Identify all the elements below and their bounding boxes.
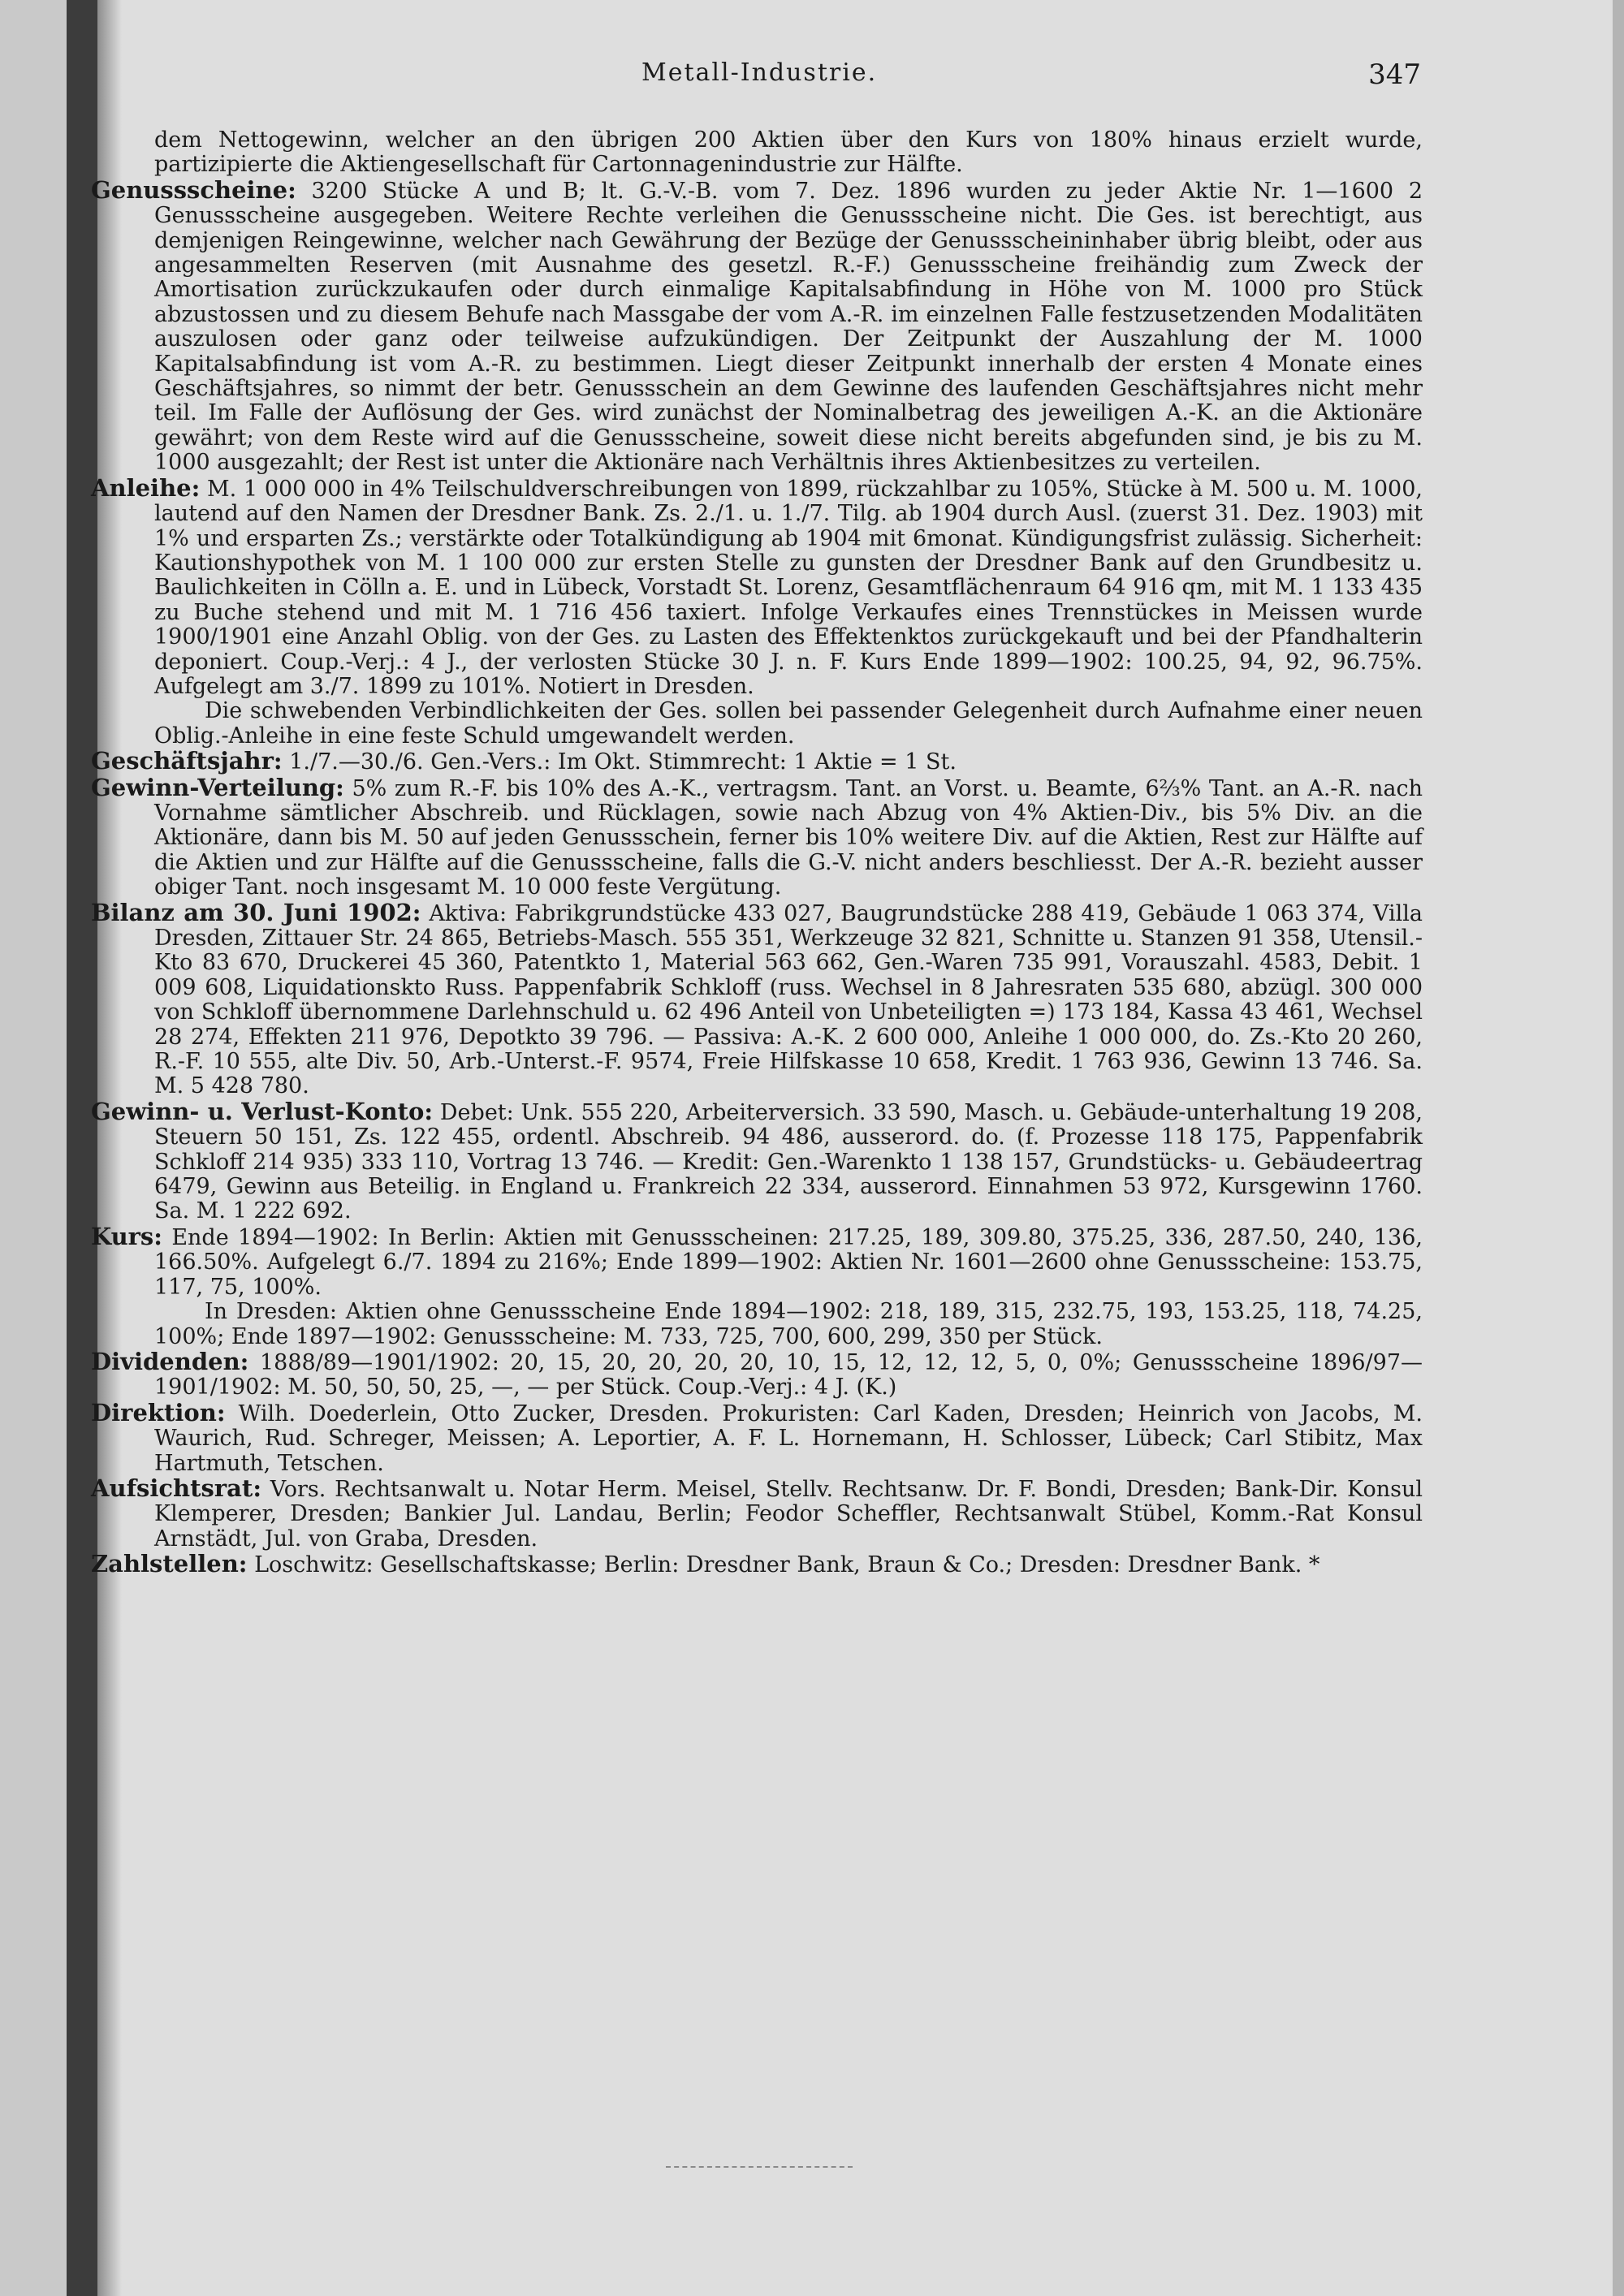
entry-label: Gewinn- u. Verlust-Konto: <box>91 1097 434 1125</box>
entry-paragraph <box>91 1476 1423 1552</box>
entry-paragraph <box>91 175 1423 476</box>
entry-text: Loschwitz: Gesellschaftskasse; Berlin: Dresdner Bank, Braun & Co.; Dresden: Dresdner Bank. * <box>254 1552 1320 1578</box>
entry-paragraph <box>91 1349 1423 1400</box>
entry-text: 1888/89—1901/1902: 20, 15, 20, 20, 20, 20, 10, 15, 12, 12, 12, 5, 0, 0%; Genussscheine 1896/97—1901/1902: M. 50, 50, 50, 25, —, — per Stück. Coup.-Verj.: 4 J. (K.) <box>154 1349 1423 1400</box>
end-rule <box>666 2166 853 2168</box>
entry-paragraph <box>91 128 1423 178</box>
entry-text: 3200 Stücke A und B; lt. G.-V.-B. vom 7. Dez. 1896 wurden zu jeder Aktie Nr. 1—1600 2 Genussscheine ausgegeben. Weitere Rechte verleihen die Genussscheine nicht. Die Ges. ist berechtigt, aus demjenigen Reingewinne, welcher nach Gewährung der Bezüge der Genussscheininhaber übrig bleibt, oder aus angesammelten Reserven (mit Ausnahme des gesetzl. R.-F.) Genussscheine freihändig zum Zweck der Amortisation zurückzukaufen oder durch einmalige Kapitalsabfindung in Höhe von M. 1000 pro Stück abzustossen und zu diesem Behufe nach Massgabe der vom A.-R. im einzelnen Falle festzusetzenden Modalitäten auszulosen oder ganz oder teilweise aufzukündigen. Der Zeitpunkt der Auszahlung der M. 1000 Kapitalsabfindung ist vom A.-R. zu bestimmen. Liegt dieser Zeitpunkt innerhalb der ersten 4 Monate eines Geschäftsjahres, so nimmt der betr. Genussschein an dem Gewinne des laufenden Geschäftsjahres nicht mehr teil. Im Falle der Auflösung der Ges. wird zunächst der Nominalbetrag des jeweiligen A.-K. an die Aktionäre gewährt; von dem Reste wird auf die Genussscheine, soweit diese nicht bereits abgefunden sind, je bis zu M. 1000 ausgezahlt; der Rest ist unter die Aktionäre nach Verhältnis ihres Aktienbesitzes zu verteilen. <box>154 178 1423 476</box>
page-number: 347 <box>1368 58 1421 91</box>
left-page-edge <box>0 0 67 2296</box>
entry-paragraph <box>91 473 1423 700</box>
entry-text: Debet: Unk. 555 220, Arbeiterversich. 33 590, Masch. u. Gebäude-unterhaltung 19 208, Steuern 50 151, Zs. 122 455, ordentl. Abschreib. 94 486, ausserord. do. (f. Prozesse 118 175, Pappenfabrik Schkloff 214 935) 333 110, Vortrag 13 746. — Kredit: Gen.-Warenkto 1 138 157, Grundstücks- u. Gebäudeertrag 6479, Gewinn aus Beteilig. in England u. Frankreich 22 334, ausserord. Einnahmen 53 972, Kursgewinn 1760. Sa. M. 1 222 692. <box>154 1099 1423 1224</box>
document-body <box>91 128 1423 1578</box>
entry-text: dem Nettogewinn, welcher an den übrigen 200 Aktien über den Kurs von 180% hinaus erzielt wurde, partizipierte die Aktiengesellschaft für Cartonnagenindustrie zur Hälfte. <box>154 127 1423 178</box>
entry-text: In Dresden: Aktien ohne Genussscheine Ende 1894—1902: 218, 189, 315, 232.75, 193, 153.25, 118, 74.25, 100%; Ende 1897—1902: Genussscheine: M. 733, 725, 700, 600, 299, 350 per Stück. <box>154 1299 1423 1349</box>
entry-paragraph <box>91 749 1423 775</box>
entry-text: Die schwebenden Verbindlichkeiten der Ges. sollen bei passender Gelegenheit durch Aufnahme einer neuen Oblig.-Anleihe in eine feste Schuld umgewandelt werden. <box>154 698 1423 749</box>
right-page-edge <box>1613 0 1624 2296</box>
entry-paragraph <box>91 699 1423 749</box>
entry-label: Kurs: <box>91 1222 162 1250</box>
page-header <box>89 58 1421 99</box>
entry-text: M. 1 000 000 in 4% Teilschuldverschreibungen von 1899, rückzahlbar zu 105%, Stücke à M. 500 u. M. 1000, lautend auf den Namen der Dresdner Bank. Zs. 2./1. u. 1./7. Tilg. ab 1904 durch Ausl. (zuerst 31. Dez. 1903) mit 1% und ersparten Zs.; verstärkte oder Totalkündigung ab 1904 mit 6monat. Kündigungsfrist zulässig. Sicherheit: Kautionshypothek von M. 1 100 000 zur ersten Stelle zu gunsten der Dresdner Bank auf den Grundbesitz u. Baulichkeiten in Cölln a. E. und in Lübeck, Vorstadt St. Lorenz, Gesamtflächenraum 64 916 qm, mit M. 1 133 435 zu Buche stehend und mit M. 1 716 456 taxiert. Infolge Verkaufes eines Trennstückes in Meissen wurde 1900/1901 eine Anzahl Oblig. von der Ges. zu Lasten des Effektenktos zurückgekauft und bei der Pfandhalterin deponiert. Coup.-Verj.: 4 J., der verlosten Stücke 30 J. n. F. Kurs Ende 1899—1902: 100.25, 94, 92, 96.75%. Aufgelegt am 3./7. 1899 zu 101%. Notiert in Dresden. <box>154 476 1423 699</box>
entry-label: Bilanz am 30. Juni 1902: <box>91 898 421 926</box>
entry-paragraph <box>91 1400 1423 1476</box>
entry-label: Direktion: <box>91 1398 226 1426</box>
entry-paragraph <box>91 1224 1423 1300</box>
entry-text: Ende 1894—1902: In Berlin: Aktien mit Genussscheinen: 217.25, 189, 309.80, 375.25, 336, 287.50, 240, 136, 166.50%. Aufgelegt 6./7. 1894 zu 216%; Ende 1899—1902: Aktien Nr. 1601—2600 ohne Genussscheine: 153.75, 117, 75, 100%. <box>154 1224 1423 1300</box>
entry-text: 5% zum R.-F. bis 10% des A.-K., vertragsm. Tant. an Vorst. u. Beamte, 6⅔% Tant. an A.-R. nach Vornahme sämtlicher Abschreib. und Rücklagen, sowie nach Abzug von 4% Aktien-Div., bis 5% Div. an die Aktionäre, dann bis M. 50 auf jeden Genussschein, ferner bis 10% weitere Div. auf die Aktien, Rest zur Hälfte auf die Aktien und zur Hälfte auf die Genussscheine, falls die G.-V. nicht anders beschliesst. Der A.-R. bezieht ausser obiger Tant. noch insgesamt M. 10 000 feste Vergütung. <box>154 775 1423 900</box>
entry-label: Dividenden: <box>91 1347 249 1375</box>
entry-paragraph <box>91 1099 1423 1224</box>
entry-label: Anleihe: <box>91 473 201 502</box>
entry-label: Zahlstellen: <box>91 1550 248 1578</box>
entry-paragraph <box>91 1552 1423 1577</box>
entry-paragraph <box>91 775 1423 900</box>
entry-paragraph <box>91 1300 1423 1349</box>
entry-label: Aufsichtsrat: <box>91 1474 262 1502</box>
entry-paragraph <box>91 900 1423 1099</box>
entry-label: Genussscheine: <box>91 175 296 204</box>
running-title: Metall-Industrie. <box>641 58 878 87</box>
entry-text: Aktiva: Fabrikgrundstücke 433 027, Baugrundstücke 288 419, Gebäude 1 063 374, Villa Dresden, Zittauer Str. 24 865, Betriebs-Masch. 555 351, Werkzeuge 32 821, Schnitte u. Stanzen 91 358, Utensil.-Kto 83 670, Druckerei 45 360, Patentkto 1, Material 563 662, Gen.-Waren 735 991, Vorauszahl. 4583, Debit. 1 009 608, Liquidationskto Russ. Pappenfabrik Schkloff (russ. Wechsel in 8 Jahresraten 535 680, abzügl. 300 000 von Schkloff übernommene Darlehnschuld u. 62 496 Anteil von Unbeteiligten =) 173 184, Kassa 43 461, Wechsel 28 274, Effekten 211 976, Depotkto 39 796. — Passiva: A.-K. 2 600 000, Anleihe 1 000 000, do. Zs.-Kto 20 260, R.-F. 10 555, alte Div. 50, Arb.-Unterst.-F. 9574, Freie Hilfskasse 10 658, Kredit. 1 763 936, Gewinn 13 746. Sa. M. 5 428 780. <box>154 900 1423 1099</box>
entry-label: Gewinn-Verteilung: <box>91 773 344 801</box>
entry-text: 1./7.—30./6. Gen.-Vers.: Im Okt. Stimmrecht: 1 Aktie = 1 St. <box>289 749 957 775</box>
entry-text: Wilh. Doederlein, Otto Zucker, Dresden. Prokuristen: Carl Kaden, Dresden; Heinrich von Jacobs, M. Waurich, Rud. Schreger, Meissen; A. Leportier, A. F. L. Hornemann, H. Schlosser, Lübeck; Carl Stibitz, Max Hartmuth, Tetschen. <box>154 1400 1423 1476</box>
entry-text: Vors. Rechtsanwalt u. Notar Herm. Meisel, Stellv. Rechtsanw. Dr. F. Bondi, Dresden; Bank-Dir. Konsul Klemperer, Dresden; Bankier Jul. Landau, Berlin; Feodor Scheffler, Rechtsanwalt Stübel, Komm.-Rat Konsul Arnstädt, Jul. von Graba, Dresden. <box>154 1476 1423 1552</box>
entry-label: Geschäftsjahr: <box>91 747 283 775</box>
